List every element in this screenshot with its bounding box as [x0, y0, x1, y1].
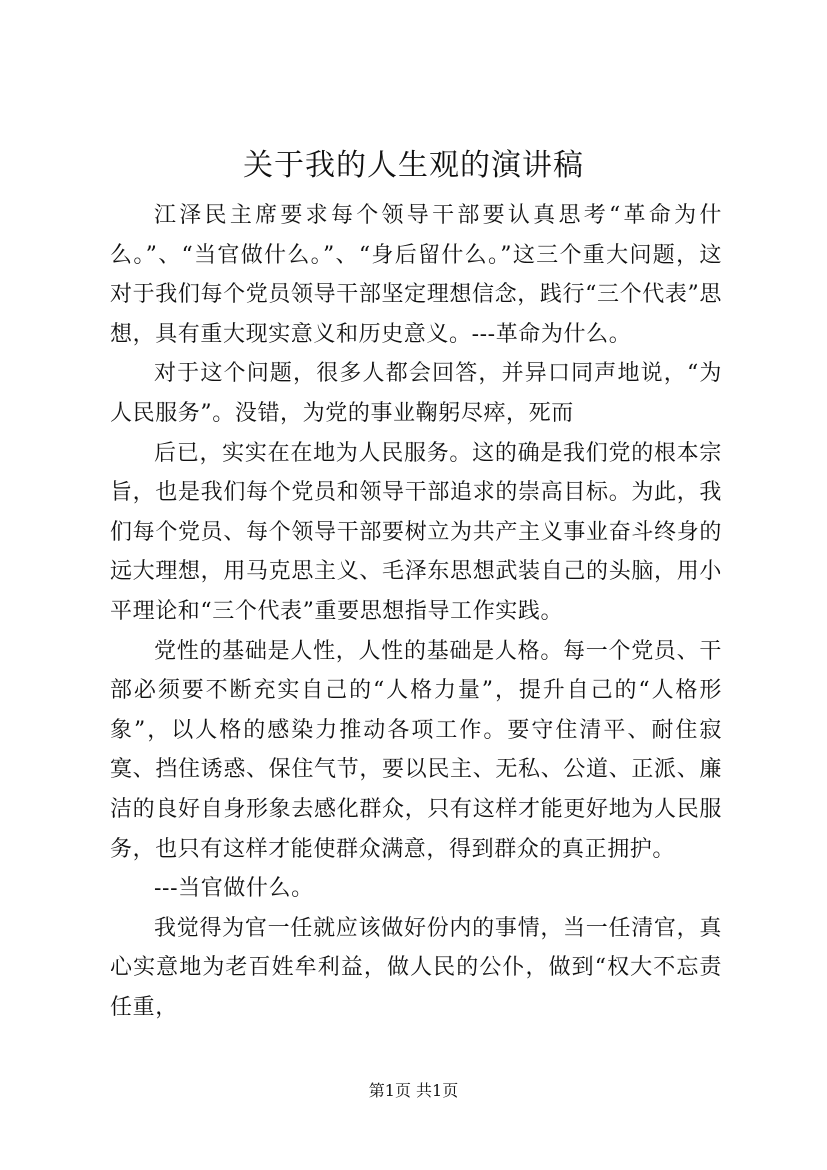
- paragraph-1: 江泽民主席要求每个领导干部要认真思考“革命为什么。”、“当官做什么。”、“身后留什么。”这三个重大问题，这对于我们每个党员领导干部坚定理想信念，践行“三个代表”思想，具有重大现实意义和历史意义。---革命为什么。: [110, 203, 722, 347]
- paragraph-5: ---当官做什么。: [154, 876, 314, 902]
- paragraph-4: 党性的基础是人性，人性的基础是人格。每一个党员、干部必须要不断充实自己的“人格力量”，提升自己的“人格形象”，以人格的感染力推动各项工作。要守住清平、耐住寂寞、挡住诱惑、保住气节，要以民主、无私、公道、正派、廉洁的良好自身形象去感化群众，只有这样才能更好地为人民服务，也只有这样才能使群众满意，得到群众的真正拥护。: [110, 638, 722, 862]
- paragraph-3: 后已，实实在在地为人民服务。这的确是我们党的根本宗旨，也是我们每个党员和领导干部追求的崇高目标。为此，我们每个党员、每个领导干部要树立为共产主义事业奋斗终身的远大理想，用马克思主义、毛泽东思想武装自己的头脑，用小平理论和“三个代表”重要思想指导工作实践。: [110, 440, 722, 624]
- document-body: [110, 196, 722, 1027]
- paragraph-2: 对于这个问题，很多人都会回答，并异口同声地说，“为人民服务”。没错，为党的事业鞠躬尽瘁，死而: [110, 361, 722, 426]
- page-footer: 第1页 共1页: [368, 1081, 459, 1100]
- paragraph-6: 我觉得为官一任就应该做好份内的事情，当一任清官，真心实意地为老百姓牟利益，做人民的公仆，做到“权大不忘责任重，: [110, 915, 722, 1020]
- document-title: 关于我的人生观的演讲稿: [243, 148, 584, 183]
